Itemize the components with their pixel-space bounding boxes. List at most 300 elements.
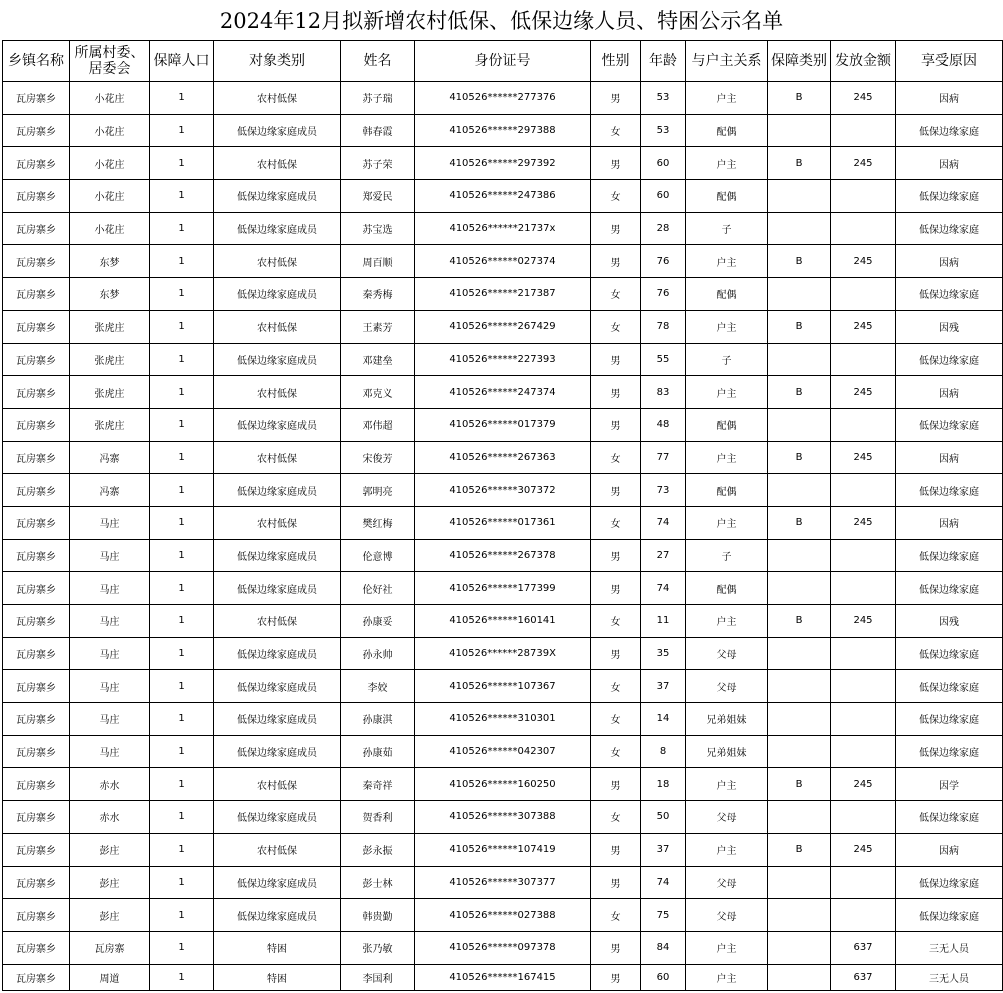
name-cell: 秦秀梅	[341, 278, 415, 311]
table-row	[3, 278, 1003, 311]
id-number-cell: 410526******21737x	[415, 212, 591, 245]
gender-cell: 男	[591, 376, 641, 409]
village-cell: 赤水	[70, 801, 150, 834]
table-row	[3, 408, 1003, 441]
population-cell: 1	[150, 964, 214, 990]
id-number-cell: 410526******267363	[415, 441, 591, 474]
guarantee-class-cell	[768, 931, 831, 964]
age-cell: 48	[641, 408, 686, 441]
township-cell: 瓦房寨乡	[3, 833, 70, 866]
name-cell: 宋俊芳	[341, 441, 415, 474]
relation-cell: 子	[686, 343, 768, 376]
category-cell: 低保边缘家庭成员	[214, 278, 341, 311]
reason-cell: 因学	[896, 768, 1003, 801]
gender-cell: 女	[591, 310, 641, 343]
township-cell: 瓦房寨乡	[3, 441, 70, 474]
township-cell: 瓦房寨乡	[3, 82, 70, 115]
gender-cell: 男	[591, 245, 641, 278]
age-cell: 78	[641, 310, 686, 343]
age-cell: 74	[641, 506, 686, 539]
amount-cell	[831, 278, 896, 311]
reason-cell: 低保边缘家庭	[896, 180, 1003, 213]
village-cell: 小花庄	[70, 180, 150, 213]
amount-cell: 245	[831, 605, 896, 638]
reason-cell: 因病	[896, 376, 1003, 409]
population-cell: 1	[150, 147, 214, 180]
header-row	[3, 41, 1003, 82]
guarantee-class-cell	[768, 474, 831, 507]
relation-cell: 配偶	[686, 180, 768, 213]
relation-cell: 兄弟姐妹	[686, 703, 768, 736]
guarantee-class-cell	[768, 899, 831, 932]
reason-cell: 因病	[896, 506, 1003, 539]
age-cell: 18	[641, 768, 686, 801]
name-cell: 贺香利	[341, 801, 415, 834]
population-cell: 1	[150, 572, 214, 605]
category-cell: 农村低保	[214, 506, 341, 539]
guarantee-class-cell: B	[768, 376, 831, 409]
amount-cell	[831, 572, 896, 605]
category-cell: 农村低保	[214, 605, 341, 638]
population-cell: 1	[150, 801, 214, 834]
village-cell: 小花庄	[70, 82, 150, 115]
relation-cell: 户主	[686, 931, 768, 964]
gender-cell: 男	[591, 572, 641, 605]
guarantee-class-cell: B	[768, 506, 831, 539]
relation-cell: 户主	[686, 964, 768, 990]
reason-cell: 低保边缘家庭	[896, 212, 1003, 245]
village-cell: 彭庄	[70, 899, 150, 932]
category-cell: 低保边缘家庭成员	[214, 180, 341, 213]
village-cell: 张虎庄	[70, 408, 150, 441]
population-cell: 1	[150, 931, 214, 964]
category-cell: 低保边缘家庭成员	[214, 343, 341, 376]
reason-cell: 低保边缘家庭	[896, 899, 1003, 932]
name-col-header: 姓名	[341, 41, 415, 82]
category-cell: 低保边缘家庭成员	[214, 212, 341, 245]
id-number-cell: 410526******107367	[415, 670, 591, 703]
amount-cell: 245	[831, 245, 896, 278]
category-cell: 低保边缘家庭成员	[214, 801, 341, 834]
id-number-cell: 410526******307372	[415, 474, 591, 507]
age-cell: 37	[641, 670, 686, 703]
id-number-cell: 410526******217387	[415, 278, 591, 311]
name-cell: 邓建垒	[341, 343, 415, 376]
village-cell: 马庄	[70, 670, 150, 703]
population-cell: 1	[150, 703, 214, 736]
category-cell: 低保边缘家庭成员	[214, 637, 341, 670]
amount-cell	[831, 539, 896, 572]
gender-cell: 男	[591, 964, 641, 990]
township-cell: 瓦房寨乡	[3, 670, 70, 703]
population-cell: 1	[150, 899, 214, 932]
table-row	[3, 506, 1003, 539]
category-cell: 低保边缘家庭成员	[214, 572, 341, 605]
name-cell: 郭明亮	[341, 474, 415, 507]
category-cell: 低保边缘家庭成员	[214, 114, 341, 147]
reason-cell: 因残	[896, 310, 1003, 343]
township-cell: 瓦房寨乡	[3, 506, 70, 539]
reason-cell: 低保边缘家庭	[896, 114, 1003, 147]
reason-cell: 低保边缘家庭	[896, 703, 1003, 736]
township-cell: 瓦房寨乡	[3, 931, 70, 964]
id-number-cell: 410526******107419	[415, 833, 591, 866]
id-number-cell: 410526******307377	[415, 866, 591, 899]
name-cell: 苏宝选	[341, 212, 415, 245]
table-row	[3, 310, 1003, 343]
village-cell: 冯寨	[70, 474, 150, 507]
reason-cell: 因病	[896, 833, 1003, 866]
name-cell: 彭士林	[341, 866, 415, 899]
relation-cell: 配偶	[686, 278, 768, 311]
reason-cell: 三无人员	[896, 931, 1003, 964]
amount-cell: 637	[831, 931, 896, 964]
table-row	[3, 114, 1003, 147]
township-cell: 瓦房寨乡	[3, 310, 70, 343]
id-number-cell: 410526******247386	[415, 180, 591, 213]
category-cell: 农村低保	[214, 310, 341, 343]
category-cell: 农村低保	[214, 833, 341, 866]
id-number-cell: 410526******28739X	[415, 637, 591, 670]
township-cell: 瓦房寨乡	[3, 212, 70, 245]
population-cell: 1	[150, 768, 214, 801]
table-row	[3, 212, 1003, 245]
population-cell: 1	[150, 114, 214, 147]
village-cell: 东梦	[70, 245, 150, 278]
population-cell: 1	[150, 245, 214, 278]
guarantee-class-cell: B	[768, 147, 831, 180]
township-cell: 瓦房寨乡	[3, 180, 70, 213]
age-cell: 60	[641, 180, 686, 213]
reason-col-header: 享受原因	[896, 41, 1003, 82]
population-cell: 1	[150, 833, 214, 866]
guarantee-class-col-header: 保障类别	[768, 41, 831, 82]
village-cell: 瓦房寨	[70, 931, 150, 964]
table-row	[3, 82, 1003, 115]
village-col-header: 所属村委、居委会	[70, 41, 150, 82]
gender-cell: 女	[591, 278, 641, 311]
name-cell: 李姣	[341, 670, 415, 703]
age-cell: 75	[641, 899, 686, 932]
id-number-col-header: 身份证号	[415, 41, 591, 82]
age-cell: 50	[641, 801, 686, 834]
id-number-cell: 410526******307388	[415, 801, 591, 834]
guarantee-class-cell	[768, 964, 831, 990]
guarantee-class-cell	[768, 801, 831, 834]
reason-cell: 低保边缘家庭	[896, 637, 1003, 670]
relation-cell: 户主	[686, 245, 768, 278]
population-cell: 1	[150, 278, 214, 311]
id-number-cell: 410526******177399	[415, 572, 591, 605]
table-row	[3, 801, 1003, 834]
table-row	[3, 441, 1003, 474]
village-cell: 马庄	[70, 735, 150, 768]
amount-cell	[831, 670, 896, 703]
reason-cell: 低保边缘家庭	[896, 474, 1003, 507]
gender-cell: 女	[591, 114, 641, 147]
category-cell: 低保边缘家庭成员	[214, 670, 341, 703]
population-cell: 1	[150, 343, 214, 376]
reason-cell: 低保边缘家庭	[896, 735, 1003, 768]
amount-cell	[831, 212, 896, 245]
guarantee-class-cell: B	[768, 768, 831, 801]
relation-cell: 户主	[686, 768, 768, 801]
guarantee-class-cell	[768, 408, 831, 441]
name-cell: 韩贵勤	[341, 899, 415, 932]
township-cell: 瓦房寨乡	[3, 343, 70, 376]
village-cell: 马庄	[70, 703, 150, 736]
guarantee-class-cell	[768, 866, 831, 899]
amount-cell	[831, 703, 896, 736]
township-cell: 瓦房寨乡	[3, 703, 70, 736]
category-cell: 农村低保	[214, 441, 341, 474]
relation-cell: 户主	[686, 147, 768, 180]
category-cell: 特困	[214, 931, 341, 964]
age-cell: 60	[641, 964, 686, 990]
amount-cell: 245	[831, 82, 896, 115]
gender-cell: 男	[591, 637, 641, 670]
township-cell: 瓦房寨乡	[3, 539, 70, 572]
table-header	[3, 41, 1003, 82]
relation-cell: 父母	[686, 637, 768, 670]
id-number-cell: 410526******167415	[415, 964, 591, 990]
township-cell: 瓦房寨乡	[3, 768, 70, 801]
township-cell: 瓦房寨乡	[3, 278, 70, 311]
category-cell: 农村低保	[214, 147, 341, 180]
category-cell: 农村低保	[214, 245, 341, 278]
category-cell: 农村低保	[214, 376, 341, 409]
amount-cell	[831, 343, 896, 376]
township-cell: 瓦房寨乡	[3, 376, 70, 409]
table-row	[3, 637, 1003, 670]
population-cell: 1	[150, 866, 214, 899]
table-row	[3, 343, 1003, 376]
id-number-cell: 410526******247374	[415, 376, 591, 409]
gender-cell: 男	[591, 539, 641, 572]
village-cell: 马庄	[70, 506, 150, 539]
population-cell: 1	[150, 735, 214, 768]
village-cell: 马庄	[70, 572, 150, 605]
reason-cell: 因病	[896, 82, 1003, 115]
relation-cell: 父母	[686, 670, 768, 703]
guarantee-class-cell	[768, 703, 831, 736]
village-cell: 赤水	[70, 768, 150, 801]
name-cell: 伦意博	[341, 539, 415, 572]
population-cell: 1	[150, 605, 214, 638]
age-cell: 53	[641, 82, 686, 115]
name-cell: 伦好社	[341, 572, 415, 605]
relation-cell: 户主	[686, 310, 768, 343]
reason-cell: 低保边缘家庭	[896, 866, 1003, 899]
amount-cell	[831, 180, 896, 213]
guarantee-class-cell: B	[768, 605, 831, 638]
name-cell: 韩春霞	[341, 114, 415, 147]
name-cell: 邓克义	[341, 376, 415, 409]
gender-cell: 男	[591, 408, 641, 441]
gender-cell: 男	[591, 866, 641, 899]
reason-cell: 低保边缘家庭	[896, 343, 1003, 376]
reason-cell: 因病	[896, 147, 1003, 180]
amount-cell: 245	[831, 506, 896, 539]
age-cell: 77	[641, 441, 686, 474]
population-cell: 1	[150, 180, 214, 213]
name-cell: 孙康妥	[341, 605, 415, 638]
age-cell: 53	[641, 114, 686, 147]
guarantee-class-cell	[768, 180, 831, 213]
reason-cell: 因残	[896, 605, 1003, 638]
table-row	[3, 474, 1003, 507]
gender-cell: 男	[591, 343, 641, 376]
id-number-cell: 410526******297388	[415, 114, 591, 147]
name-cell: 郑爱民	[341, 180, 415, 213]
id-number-cell: 410526******017379	[415, 408, 591, 441]
village-cell: 小花庄	[70, 147, 150, 180]
age-cell: 28	[641, 212, 686, 245]
category-cell: 农村低保	[214, 82, 341, 115]
amount-cell	[831, 801, 896, 834]
category-cell: 特困	[214, 964, 341, 990]
category-cell: 农村低保	[214, 768, 341, 801]
township-cell: 瓦房寨乡	[3, 637, 70, 670]
id-number-cell: 410526******227393	[415, 343, 591, 376]
township-cell: 瓦房寨乡	[3, 964, 70, 990]
township-cell: 瓦房寨乡	[3, 801, 70, 834]
table-row	[3, 539, 1003, 572]
age-cell: 8	[641, 735, 686, 768]
population-col-header: 保障人口	[150, 41, 214, 82]
category-cell: 低保边缘家庭成员	[214, 866, 341, 899]
reason-cell: 低保边缘家庭	[896, 278, 1003, 311]
township-col-header: 乡镇名称	[3, 41, 70, 82]
relation-cell: 父母	[686, 866, 768, 899]
table-body	[3, 82, 1003, 991]
name-cell: 樊红梅	[341, 506, 415, 539]
population-cell: 1	[150, 506, 214, 539]
population-cell: 1	[150, 212, 214, 245]
gender-cell: 男	[591, 147, 641, 180]
village-cell: 马庄	[70, 539, 150, 572]
table-row	[3, 245, 1003, 278]
guarantee-class-cell	[768, 114, 831, 147]
relation-cell: 配偶	[686, 474, 768, 507]
roster-table	[2, 40, 1003, 991]
relation-cell: 配偶	[686, 408, 768, 441]
table-row	[3, 866, 1003, 899]
page-title: 2024年12月拟新增农村低保、低保边缘人员、特困公示名单	[219, 9, 784, 33]
relation-cell: 户主	[686, 833, 768, 866]
guarantee-class-cell: B	[768, 310, 831, 343]
gender-cell: 女	[591, 735, 641, 768]
age-cell: 74	[641, 866, 686, 899]
population-cell: 1	[150, 408, 214, 441]
village-cell: 彭庄	[70, 866, 150, 899]
township-cell: 瓦房寨乡	[3, 147, 70, 180]
gender-cell: 男	[591, 82, 641, 115]
name-cell: 孙永帅	[341, 637, 415, 670]
relation-cell: 子	[686, 212, 768, 245]
category-cell: 低保边缘家庭成员	[214, 408, 341, 441]
age-cell: 73	[641, 474, 686, 507]
category-cell: 低保边缘家庭成员	[214, 703, 341, 736]
amount-cell: 245	[831, 376, 896, 409]
name-cell: 李国利	[341, 964, 415, 990]
name-cell: 孙康茹	[341, 735, 415, 768]
gender-cell: 男	[591, 768, 641, 801]
population-cell: 1	[150, 670, 214, 703]
table-row	[3, 670, 1003, 703]
relation-cell: 户主	[686, 605, 768, 638]
township-cell: 瓦房寨乡	[3, 114, 70, 147]
gender-col-header: 性别	[591, 41, 641, 82]
gender-cell: 女	[591, 899, 641, 932]
guarantee-class-cell	[768, 572, 831, 605]
id-number-cell: 410526******027374	[415, 245, 591, 278]
id-number-cell: 410526******160250	[415, 768, 591, 801]
gender-cell: 男	[591, 931, 641, 964]
guarantee-class-cell	[768, 343, 831, 376]
relation-col-header: 与户主关系	[686, 41, 768, 82]
table-row	[3, 180, 1003, 213]
id-number-cell: 410526******310301	[415, 703, 591, 736]
village-cell: 马庄	[70, 605, 150, 638]
amount-cell: 245	[831, 310, 896, 343]
village-cell: 小花庄	[70, 212, 150, 245]
gender-cell: 女	[591, 506, 641, 539]
village-cell: 周道	[70, 964, 150, 990]
village-cell: 张虎庄	[70, 376, 150, 409]
age-col-header: 年龄	[641, 41, 686, 82]
age-cell: 76	[641, 278, 686, 311]
guarantee-class-cell	[768, 637, 831, 670]
amount-cell: 245	[831, 147, 896, 180]
reason-cell: 因病	[896, 441, 1003, 474]
gender-cell: 男	[591, 212, 641, 245]
amount-cell	[831, 899, 896, 932]
amount-cell	[831, 637, 896, 670]
age-cell: 74	[641, 572, 686, 605]
name-cell: 彭永振	[341, 833, 415, 866]
age-cell: 76	[641, 245, 686, 278]
guarantee-class-cell	[768, 212, 831, 245]
population-cell: 1	[150, 539, 214, 572]
table-row	[3, 735, 1003, 768]
category-cell: 低保边缘家庭成员	[214, 899, 341, 932]
village-cell: 张虎庄	[70, 310, 150, 343]
village-cell: 小花庄	[70, 114, 150, 147]
age-cell: 11	[641, 605, 686, 638]
guarantee-class-cell: B	[768, 245, 831, 278]
age-cell: 37	[641, 833, 686, 866]
reason-cell: 低保边缘家庭	[896, 801, 1003, 834]
township-cell: 瓦房寨乡	[3, 866, 70, 899]
township-cell: 瓦房寨乡	[3, 735, 70, 768]
name-cell: 苏子瑞	[341, 82, 415, 115]
population-cell: 1	[150, 474, 214, 507]
age-cell: 14	[641, 703, 686, 736]
gender-cell: 男	[591, 474, 641, 507]
age-cell: 83	[641, 376, 686, 409]
relation-cell: 户主	[686, 506, 768, 539]
guarantee-class-cell	[768, 670, 831, 703]
gender-cell: 女	[591, 670, 641, 703]
reason-cell: 因病	[896, 245, 1003, 278]
table-row	[3, 768, 1003, 801]
relation-cell: 父母	[686, 801, 768, 834]
name-cell: 张乃敏	[341, 931, 415, 964]
age-cell: 60	[641, 147, 686, 180]
amount-cell: 245	[831, 768, 896, 801]
gender-cell: 女	[591, 180, 641, 213]
